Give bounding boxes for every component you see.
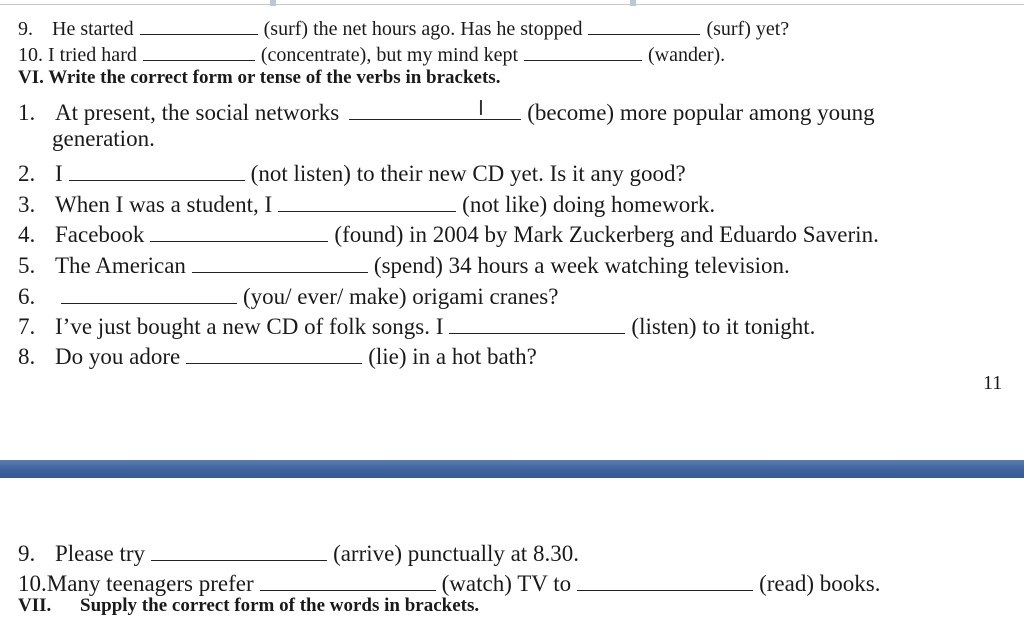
answer-blank[interactable] <box>577 567 753 591</box>
item-text: When I was a student, I <box>55 192 273 217</box>
page-separator-bar <box>0 460 1024 478</box>
exercise-item-10 <box>18 40 725 67</box>
item-text: (wander). <box>648 44 726 66</box>
answer-blank[interactable] <box>143 40 255 61</box>
item-number: 5. <box>18 253 36 278</box>
exercise-item-3 <box>18 188 715 218</box>
item-number: 4. <box>18 222 36 247</box>
item-text: (become) more popular among young <box>527 100 875 125</box>
item-text: (concentrate), but my mind kept <box>260 44 518 66</box>
page-number: 11 <box>983 372 1003 394</box>
item-number: 9. <box>18 541 36 566</box>
item-text: (arrive) punctually at 8.30. <box>333 541 579 566</box>
section-heading-vii <box>18 595 479 617</box>
item-text: (surf) yet? <box>706 18 790 40</box>
exercise-item-6 <box>18 280 558 310</box>
answer-blank[interactable] <box>151 537 327 561</box>
item-text: (watch) TV to <box>441 571 572 596</box>
answer-blank[interactable] <box>186 340 362 364</box>
item-text: I’ve just bought a new CD of folk songs. I <box>55 314 444 339</box>
item-number: 8. <box>18 344 36 369</box>
answer-blank[interactable] <box>278 188 456 212</box>
section-heading-vi: VI. Write the correct form or tense of the verbs in brackets. <box>18 67 501 88</box>
item-text: (listen) to it tonight. <box>631 314 816 339</box>
item-text: (lie) in a hot bath? <box>368 344 537 369</box>
item-number: 1. <box>18 100 36 125</box>
answer-blank[interactable] <box>150 218 328 242</box>
item-number: 9. <box>18 18 33 40</box>
document-page-bottom <box>0 480 1024 620</box>
item-number: 10. <box>18 571 47 596</box>
item-text: He started <box>52 18 134 40</box>
item-text: (read) books. <box>759 571 881 596</box>
item-number: 6. <box>18 284 36 309</box>
exercise-item-9 <box>18 14 789 41</box>
page-top-rule <box>0 4 1024 5</box>
item-text: (surf) the net hours ago. Has he stopped <box>263 18 583 40</box>
item-text: At present, the social networks <box>55 100 340 125</box>
answer-blank[interactable] <box>524 40 642 61</box>
exercise-item-10 <box>18 567 880 597</box>
text-cursor-icon: Ι <box>478 96 484 120</box>
answer-blank[interactable] <box>61 280 237 304</box>
exercise-item-5 <box>18 249 790 279</box>
item-text: I <box>55 161 63 186</box>
item-text: (spend) 34 hours a week watching television. <box>373 253 790 278</box>
item-text: (not listen) to their new CD yet. Is it any good? <box>250 161 686 186</box>
exercise-item-2 <box>18 157 686 187</box>
item-continuation: generation. <box>52 126 155 151</box>
item-text: Please try <box>55 541 146 566</box>
item-text: I tried hard <box>48 44 137 66</box>
item-number: 2. <box>18 161 36 186</box>
section-title: Supply the correct form of the words in brackets. <box>80 595 480 616</box>
exercise-item-9 <box>18 537 579 567</box>
section-number: VII. <box>18 595 52 616</box>
exercise-item-4 <box>18 218 879 248</box>
item-number: 7. <box>18 314 36 339</box>
ruler-marker <box>270 0 276 6</box>
answer-blank[interactable] <box>449 310 625 334</box>
answer-blank[interactable] <box>192 249 368 273</box>
exercise-item-7 <box>18 310 815 340</box>
answer-blank[interactable] <box>260 567 436 591</box>
answer-blank[interactable] <box>140 14 258 35</box>
item-text: The American <box>55 253 186 278</box>
item-number: 3. <box>18 192 36 217</box>
answer-blank[interactable] <box>588 14 700 35</box>
answer-blank[interactable] <box>349 96 521 120</box>
item-text: Facebook <box>55 222 145 247</box>
answer-blank[interactable] <box>69 157 245 181</box>
item-text: Many teenagers prefer <box>46 571 254 596</box>
exercise-item-8 <box>18 340 537 370</box>
item-text: (you/ ever/ make) origami cranes? <box>243 284 559 309</box>
ruler-marker <box>630 0 636 6</box>
item-number: 10. <box>18 44 43 66</box>
item-text: Do you adore <box>55 344 181 369</box>
item-text: (found) in 2004 by Mark Zuckerberg and Eduardo Saverin. <box>334 222 879 247</box>
item-text: (not like) doing homework. <box>462 192 716 217</box>
exercise-item-1 <box>18 96 875 126</box>
